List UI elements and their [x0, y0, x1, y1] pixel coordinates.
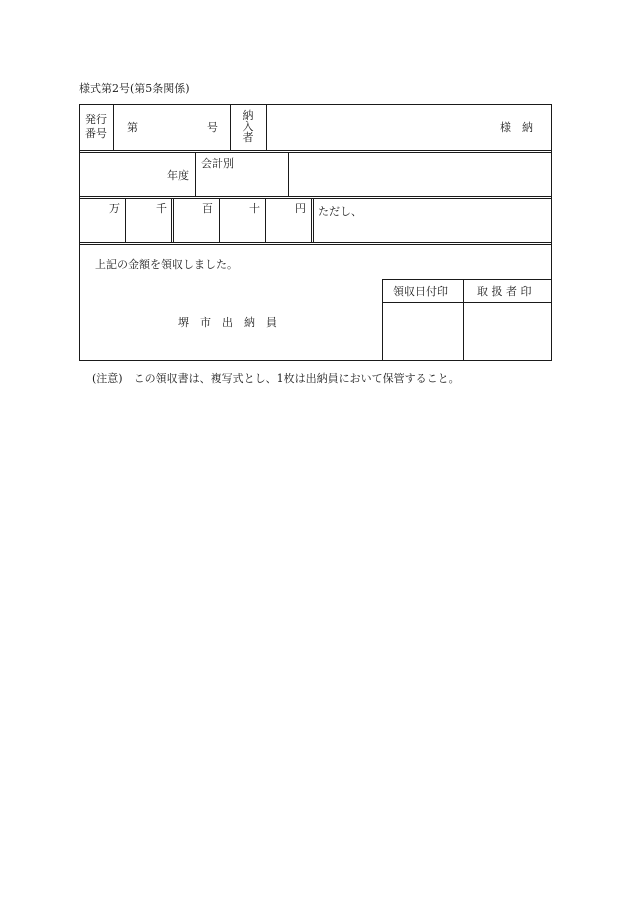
- digit-juu: 十: [249, 202, 260, 215]
- form-label: 様式第2号(第5条関係): [79, 82, 190, 95]
- handler-stamp-area: [464, 303, 551, 360]
- digit-divider-3: [219, 199, 220, 243]
- payer-label: 納入者: [242, 109, 254, 144]
- digit-divider-5b: [313, 199, 314, 243]
- proviso-label: ただし、: [318, 205, 362, 218]
- row1-divider-3: [266, 104, 267, 151]
- receipt-date-stamp-label: 領収日付印: [393, 285, 448, 298]
- digit-en: 円: [295, 202, 306, 215]
- row1-divider-1: [113, 104, 114, 151]
- go-label: 号: [207, 121, 218, 134]
- digit-sen: 千: [156, 202, 167, 215]
- note-text: (注意) この領収書は、複写式とし、1枚は出納員において保管すること。: [92, 372, 460, 385]
- digit-hyaku: 百: [202, 202, 213, 215]
- received-text: 上記の金額を領収しました。: [95, 258, 238, 271]
- handler-stamp-label: 取 扱 者 印: [477, 285, 532, 298]
- separator-1: [79, 150, 552, 153]
- separator-3: [79, 242, 552, 245]
- account-label: 会計別: [201, 157, 234, 170]
- receipt-date-stamp-area: [383, 303, 463, 360]
- digit-divider-2b: [173, 199, 174, 243]
- dai-label: 第: [127, 121, 138, 134]
- separator-2: [79, 196, 552, 199]
- digit-man: 万: [109, 202, 120, 215]
- fiscal-year-label: 年度: [167, 169, 189, 182]
- row2-divider-1: [195, 153, 196, 197]
- sama-osame-label: 様 納: [500, 121, 533, 134]
- digit-divider-2a: [171, 199, 172, 243]
- digit-divider-4: [265, 199, 266, 243]
- digit-divider-5a: [311, 199, 312, 243]
- cashier-label: 堺 市 出 納 員: [178, 316, 277, 329]
- row1-divider-2: [230, 104, 231, 151]
- issue-number-label: 発行番号: [85, 113, 107, 140]
- row2-divider-2: [288, 153, 289, 197]
- digit-divider-1: [125, 199, 126, 243]
